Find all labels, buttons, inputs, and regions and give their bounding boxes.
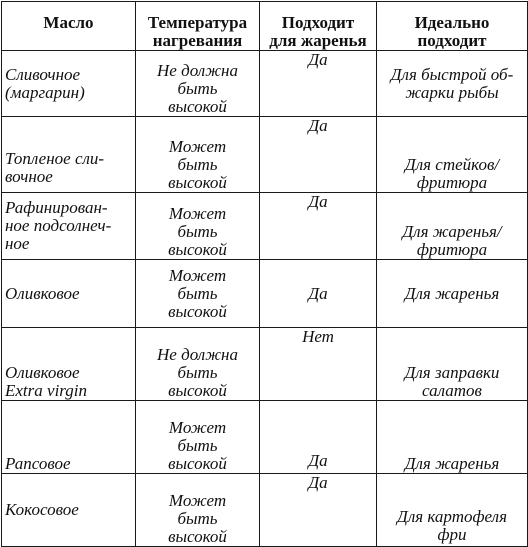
- header-row: [2, 2, 528, 51]
- frying-cell: Да: [260, 51, 377, 117]
- frying-cell: Да: [260, 474, 377, 547]
- table-row: [2, 51, 528, 117]
- table-row: [2, 193, 528, 260]
- header-temperature: Температура нагревания: [136, 2, 260, 51]
- temperature-cell: Может быть высокой: [136, 260, 260, 328]
- header-suitable-for-frying: Подходит для жаренья: [260, 2, 377, 51]
- temperature-cell: Не должна быть высокой: [136, 328, 260, 401]
- ideal-use-cell: Для быстрой об- жарки рыбы: [377, 51, 528, 117]
- frying-cell: Да: [260, 260, 377, 328]
- table-row: [2, 401, 528, 474]
- frying-cell: Нет: [260, 328, 377, 401]
- temperature-cell: Может быть высокой: [136, 474, 260, 547]
- temperature-cell: Может быть высокой: [136, 193, 260, 260]
- temperature-cell: Может быть высокой: [136, 117, 260, 193]
- ideal-use-cell: Для заправки салатов: [377, 328, 528, 401]
- frying-cell: Да: [260, 401, 377, 474]
- ideal-use-cell: Для стейков/ фритюра: [377, 117, 528, 193]
- oil-name-cell: Рапсовое: [2, 401, 136, 474]
- header-ideal-for: Идеально подходит: [377, 2, 528, 51]
- oil-comparison-table: [1, 1, 528, 547]
- temperature-cell: Может быть высокой: [136, 401, 260, 474]
- table-row: [2, 474, 528, 547]
- table-row: [2, 328, 528, 401]
- oil-name-cell: Рафинирован- ное подсолнеч- ное: [2, 193, 136, 260]
- table-row: [2, 117, 528, 193]
- header-oil: Масло: [2, 2, 136, 51]
- ideal-use-cell: Для картофеля фри: [377, 474, 528, 547]
- oil-name-cell: Кокосовое: [2, 474, 136, 547]
- table-row: [2, 260, 528, 328]
- oil-name-cell: Оливковое Extra virgin: [2, 328, 136, 401]
- ideal-use-cell: Для жаренья: [377, 260, 528, 328]
- ideal-use-cell: Для жаренья/ фритюра: [377, 193, 528, 260]
- oil-name-cell: Оливковое: [2, 260, 136, 328]
- ideal-use-cell: Для жаренья: [377, 401, 528, 474]
- oil-name-cell: Сливочное (маргарин): [2, 51, 136, 117]
- temperature-cell: Не должна быть высокой: [136, 51, 260, 117]
- frying-cell: Да: [260, 193, 377, 260]
- frying-cell: Да: [260, 117, 377, 193]
- oil-name-cell: Топленое сли- вочное: [2, 117, 136, 193]
